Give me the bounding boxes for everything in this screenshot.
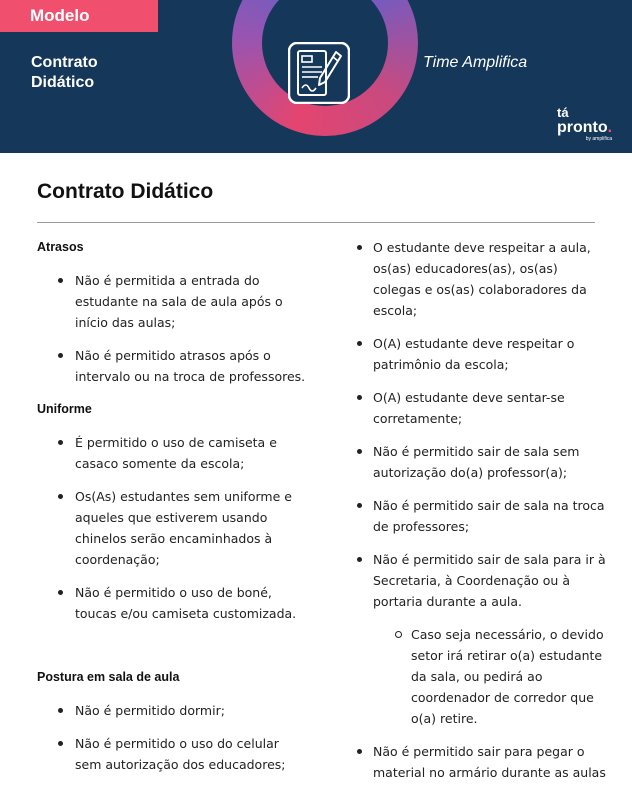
header-banner	[0, 0, 632, 153]
list-uniforme	[37, 432, 307, 624]
list-item: Não é permitido sair de sala sem autorização do(a) professor(a);	[357, 441, 609, 483]
list-item: O(A) estudante deve sentar-se corretamente;	[357, 387, 609, 429]
left-column	[37, 237, 307, 775]
list-item: Não é permitido sair para pegar o material no armário durante as aulas	[357, 741, 609, 783]
model-tag: Modelo	[0, 0, 158, 32]
document-pen-icon	[288, 42, 350, 104]
section-heading-atrasos: Atrasos	[37, 240, 84, 254]
section-heading-postura: Postura em sala de aula	[37, 670, 180, 684]
list-item: Os(As) estudantes sem uniforme e aqueles que estiverem usando chinelos serão encaminhados à coordenação;	[37, 486, 307, 570]
list-item: Não é permitido sair de sala na troca de professores;	[357, 495, 609, 537]
list-conduta	[357, 237, 609, 612]
section-heading-uniforme: Uniforme	[37, 402, 92, 416]
right-column	[357, 237, 609, 783]
list-item: Não é permitido sair de sala para ir à Secretaria, à Coordenação ou à portaria durante a aula.	[357, 549, 609, 612]
divider	[37, 222, 595, 223]
list-atrasos	[37, 270, 307, 387]
banner-title: Contrato Didático	[31, 54, 98, 91]
list-item: Não é permitido atrasos após o intervalo ou na troca de professores.	[37, 345, 307, 387]
list-item: Não é permitido o uso de boné, toucas e/ou camiseta customizada.	[37, 582, 307, 624]
list-item: Não é permitida a entrada do estudante na sala de aula após o início das aulas;	[37, 270, 307, 333]
brand-logo: tá pronto. by amplifica	[557, 105, 613, 142]
document-title: Contrato Didático	[37, 180, 214, 203]
list-item: O(A) estudante deve respeitar o patrimônio da escola;	[357, 333, 609, 375]
list-item: Não é permitido dormir;	[37, 700, 307, 721]
list-postura	[37, 700, 307, 775]
sub-list-item: Caso seja necessário, o devido setor irá retirar o(a) estudante da sala, ou pedirá ao coordenador de corredor que o(a) retire.	[411, 624, 609, 729]
team-name: Time Amplifica	[423, 54, 528, 71]
list-item: É permitido o uso de camiseta e casaco somente da escola;	[37, 432, 307, 474]
list-item: Não é permitido o uso do celular sem autorização dos educadores;	[37, 733, 307, 775]
list-item: O estudante deve respeitar a aula, os(as) educadores(as), os(as) colegas e os(as) colaboradores da escola;	[357, 237, 609, 321]
list-conduta-cont	[357, 741, 609, 783]
